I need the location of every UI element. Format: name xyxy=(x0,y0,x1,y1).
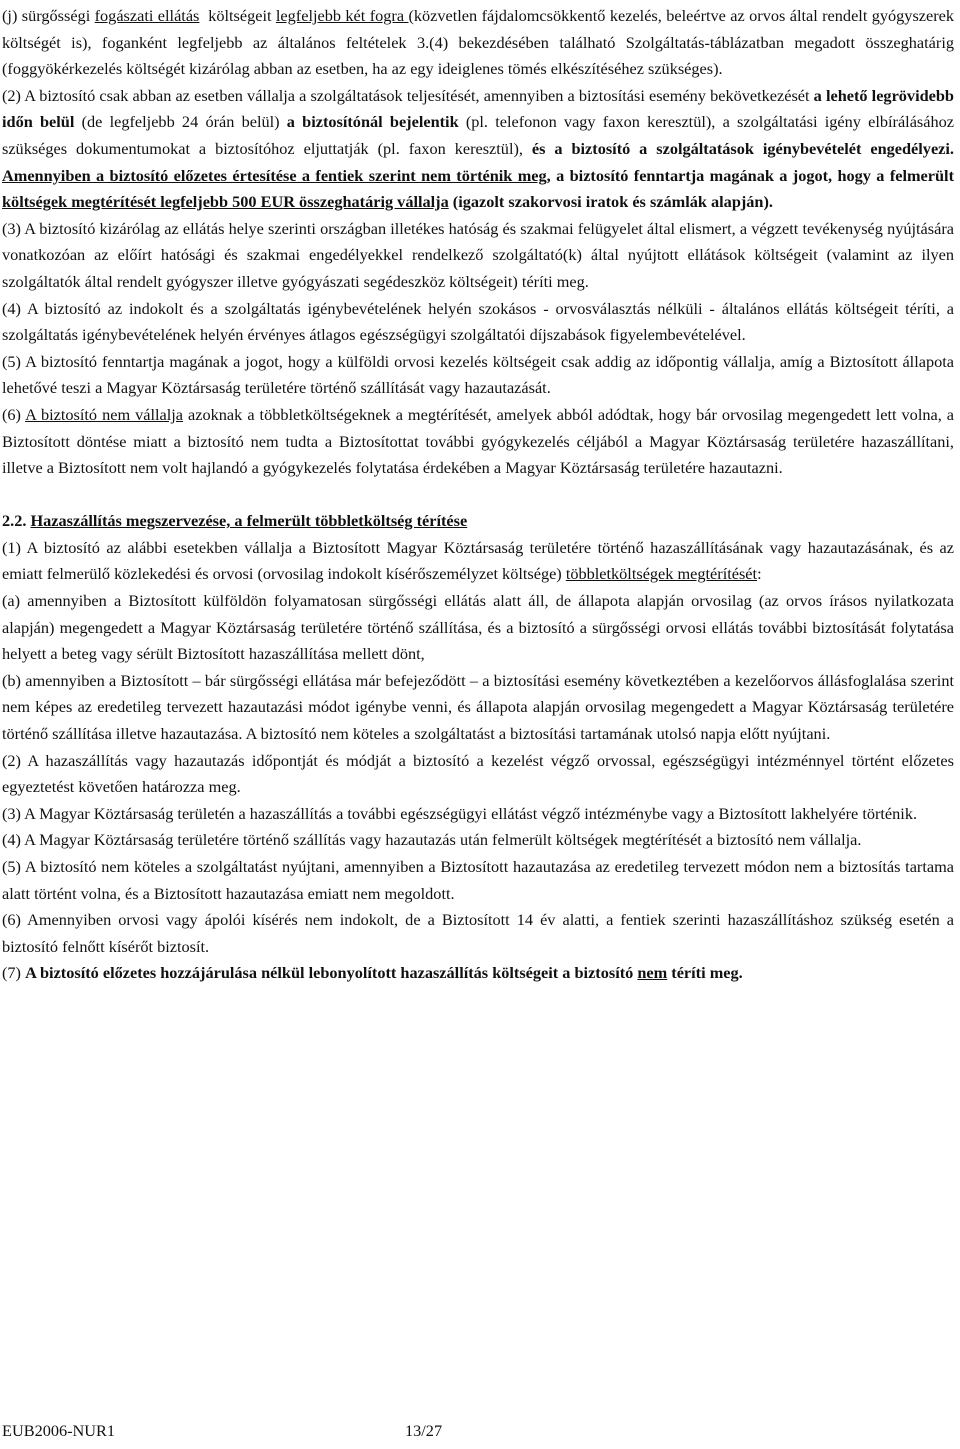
paragraph-2-text-5: (igazolt szakorvosi iratok és számlák alapján). xyxy=(448,192,773,212)
section-paragraph-7-end: téríti meg. xyxy=(667,963,743,983)
paragraph-5: (5) A biztosító fenntartja magának a jogot, hogy a külföldi orvosi kezelés költségeit csak addig az időpontig vállalja, amíg a Biztosított állapota lehetővé teszi a Magyar Köztársaság területére történő szállítását vagy hazautazását. xyxy=(2,351,954,398)
paragraph-j xyxy=(2,3,954,83)
paragraph-2-text-1: (2) A biztosító csak abban az esetben vállalja a szolgáltatások teljesítését, amennyiben a biztosítási esemény bekövetkezését xyxy=(2,85,814,105)
extra-cost-reimbursement-term: többletköltségek megtérítését xyxy=(565,564,758,584)
paragraph-3: (3) A biztosító kizárólag az ellátás helye szerinti országban illetékes hatóság és szakmai felügyelet által elismert, a végzett tevékenység nyújtására vonatkozóan az előírt hatósági és szakmai engedélyekkel rendelkező szolgáltató(k) által nyújtott ellátások költségeit (valamint az ilyen szolgáltatók által rendelt gyógyszer illetve gyógyászati segédeszköz költségeit) téríti meg. xyxy=(2,218,954,291)
report-to-insurer-term: a biztosítónál bejelentik xyxy=(286,112,459,132)
section-paragraph-1b: (b) amennyiben a Biztosított – bár sürgősségi ellátása már befejeződött – a biztosítási esemény következtében a kezelőorvos állásfoglalása szerint nem képes az eredetileg tervezett hazautazási módot igénybe venni, és állapota alapján orvosilag megengedett a Magyar Köztársaság területére történő szállítása illetve hazautazása. A biztosító nem köteles a szolgáltatást a biztosítási tartamának utolsó napja előtt nyújtani. xyxy=(2,670,954,744)
paragraph-6-number: (6) xyxy=(2,404,26,424)
paragraph-2-text-3: (pl. telefonon vagy faxon keresztül), a szolgáltatási igény elbírálásához szükséges dokumentumokat a biztosítóhoz eljuttatják (pl. faxon keresztül), xyxy=(2,112,954,158)
section-paragraph-1 xyxy=(2,535,954,588)
section-paragraph-6: (6) Amennyiben orvosi vagy ápolói kísérés nem indokolt, de a Biztosított 14 év alatti, a fentiek szerinti hazaszállításhoz szükség esetén a biztosító felnőtt kísérőt biztosít. xyxy=(2,910,954,956)
insurer-approval-term: és a biztosító a szolgáltatások igénybevételét engedélyezi. xyxy=(531,138,954,158)
section-paragraph-7-text: A biztosító előzetes hozzájárulása nélkül lebonyolított hazaszállítás költségeit a biztosító xyxy=(25,963,638,983)
page-footer xyxy=(2,1418,443,1444)
shortest-time-term: a lehető legrövidebb időn belül xyxy=(2,85,954,132)
section-paragraph-7 xyxy=(2,960,954,987)
section-heading xyxy=(2,508,954,535)
section-paragraph-4: (4) A Magyar Köztársaság területére történő szállítás vagy hazautazás után felmerült költségek megtérítését a biztosító nem vállalja. xyxy=(2,830,862,850)
max-two-teeth-term: legfeljebb két fogra xyxy=(275,6,409,25)
paragraph-6 xyxy=(2,402,954,482)
paragraph-2-text-2: (de legfeljebb 24 órán belül) xyxy=(74,112,287,132)
page-number: 13/27 xyxy=(405,1421,443,1440)
document-code: EUB2006-NUR1 xyxy=(2,1421,116,1440)
section-paragraph-2: (2) A hazaszállítás vagy hazautazás időpontját és módját a biztosító a kezelést végző orvossal, egészségügyi intézménnyel történt előzetes egyeztetést követően határozza meg. xyxy=(2,750,954,797)
no-prior-notice-clause: Amennyiben a biztosító előzetes értesítése a fentiek szerint nem történik meg xyxy=(2,165,547,185)
paragraph-j-prefix: (j) sürgősségi xyxy=(2,6,95,25)
section-paragraph-3: (3) A Magyar Köztársaság területén a hazaszállítás a további egészségügyi ellátást végző intézménybe vagy a Biztosított lakhelyére történik. xyxy=(2,803,918,823)
section-paragraph-7-number: (7) xyxy=(2,963,26,983)
section-paragraph-1-colon: : xyxy=(757,564,762,584)
paragraph-4: (4) A biztosító az indokolt és a szolgáltatás igénybevételének helyén szokásos - orvosválasztás nélküli - általános ellátás költségeit téríti, a szolgáltatás igénybevételének helyén érvényes átlagos egészségügyi szolgáltatói díjszabások figyelembevételével. xyxy=(2,298,954,345)
dental-care-term: fogászati ellátás xyxy=(94,6,200,25)
paragraph-2-text-4: , a biztosító fenntartja magának a jogot, hogy a felmerült xyxy=(546,165,955,185)
paragraph-j-text-2: (közvetlen fájdalomcsökkentő kezelés, beleértve az orvos által rendelt gyógyszerek költségét is), foganként legfeljebb az általános feltételek 3.(4) bekezdésében található Szolgáltatás-táblázatban megadott összeghatárig (foggyökérkezelés költségét kizárólag abban az esetben, ha az egy ideiglenes tömés elkészítéséhez szükséges). xyxy=(2,6,955,79)
paragraph-6-text: azoknak a többletköltségeknek a megtérítését, amelyek abból adódtak, hogy bár orvosilag megengedett lett volna, a Biztosított döntése miatt a biztosító nem tudta a Biztosítottat további gyógykezelés céljából a Magyar Köztársaság területére hazaszállítani, illetve a Biztosított nem volt hajlandó a gyógykezelés folytatása érdekében a Magyar Köztársaság területére hazautazni. xyxy=(2,404,955,478)
section-paragraph-1a: (a) amennyiben a Biztosított külföldön folyamatosan sürgősségi ellátás alatt áll, de állapota alapján orvosilag (az orvos írásos nyilatkozata alapján) megengedett a Magyar Köztársaság területére történő szállítása, és a biztosító a sürgősségi orvosi ellátás további biztosítását folytatása helyett a beteg vagy sérült Biztosított hazaszállítása mellett dönt, xyxy=(2,591,954,664)
insurer-not-covering-term: A biztosító nem vállalja xyxy=(25,404,184,424)
section-paragraph-1-text: (1) A biztosító az alábbi esetekben vállalja a Biztosított Magyar Köztársaság területére történő hazaszállításának vagy hazautazásának, és az emiatt felmerülő közlekedési és orvosi (orvosilag indokolt kísérőszemélyzet költsége) xyxy=(2,537,954,584)
section-paragraph-5: (5) A biztosító nem köteles a szolgáltatást nyújtani, amennyiben a Biztosított hazautazása az eredetileg tervezett módon nem a biztosítás tartama alatt történt volna, és a Biztosított hazautazása emiatt nem megoldott. xyxy=(2,857,954,903)
not-covered-term: nem xyxy=(637,963,668,983)
section-number: 2.2. xyxy=(2,511,31,531)
paragraph-2 xyxy=(2,83,954,216)
paragraph-j-text-1: költségeit xyxy=(199,6,276,25)
section-gap xyxy=(2,482,954,509)
section-title: Hazaszállítás megszervezése, a felmerült többletköltség térítése xyxy=(30,511,468,531)
cost-cap-clause: költségek megtérítését legfeljebb 500 EUR összeghatárig vállalja xyxy=(2,192,449,212)
